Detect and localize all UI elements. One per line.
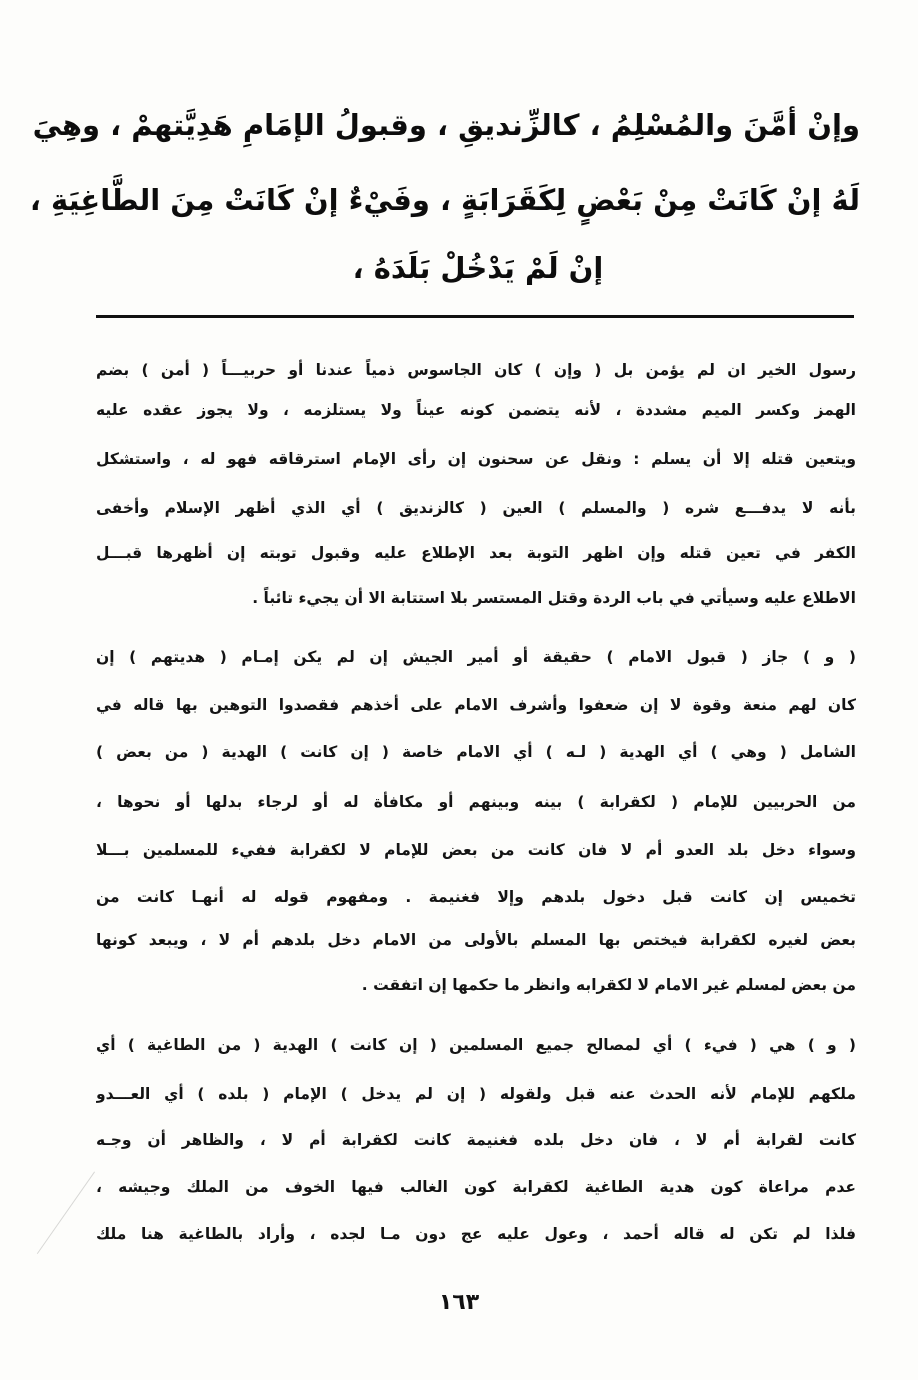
sharh-p2-line-1: ( و ) جاز ( قبول الامام ) حقيقة أو أمير الجيش إن لم يكن إمـام ( هديتهم ) إن xyxy=(96,648,856,666)
sharh-p1-line-3: ويتعين قتله إلا أن يسلم : ونقل عن سحنون إن رأى الإمام استرقاقه فهو له ، واستشكل xyxy=(96,450,856,468)
matn-line-2: لَهُ إنْ كَانَتْ مِنْ بَعْضٍ لِكَقَرَابَةٍ ، وفَيْءٌ إنْ كَانَتْ مِنَ الطَّاغِيَةِ ، xyxy=(29,183,860,217)
sharh-p3-line-5: فلذا لم تكن له قاله أحمد ، وعول عليه عج دون مـا لجده ، وأراد بالطاغية هنا ملك xyxy=(96,1225,856,1243)
sharh-p2-line-4: من الحربيين للإمام ( لكقرابة ) بينه وبينهم أو مكافأة له أو لرجاء بدلها أو نحوها ، xyxy=(96,793,856,811)
sharh-p2-line-8: من بعض لمسلم غير الامام لا لكقرابه وانظر ما حكمها إن اتفقت . xyxy=(361,976,856,994)
sharh-p1-line-5: الكفر في تعين قتله وإن اظهر التوبة بعد الإطلاع عليه وقبول توبته إن أظهرها قبـــل xyxy=(96,544,856,562)
sharh-p2-line-7: بعض لغيره لكقرابة فيختص بها المسلم بالأولى من الامام دخل بلدهم أم لا ، ويبعد كونها xyxy=(96,931,856,949)
sharh-p3-line-3: كانت لقرابة أم لا ، فان دخل بلده فغنيمة كانت لكقرابة أم لا ، والظاهر أن وجـه xyxy=(96,1131,856,1149)
sharh-p2-line-6: تخميس إن كانت قبل دخول بلدهم وإلا فغنيمة . ومفهوم قوله له أنهـا كانت من xyxy=(96,888,856,906)
sharh-p1-line-1: رسول الخير ان لم يؤمن بل ( وإن ) كان الجاسوس ذمياً عندنا أو حربيـــاً ( أمن ) بضم xyxy=(96,361,856,379)
sharh-p1-line-4: بأنه لا يدفـــع شره ( والمسلم ) العين ( كالزنديق ) أي الذي أظهر الإسلام وأخفى xyxy=(96,499,856,517)
sharh-p3-line-2: ملكهم للإمام لأنه الحدث عنه قبل ولقوله ( إن لم يدخل ) الإمام ( بلده ) أي العـــدو xyxy=(96,1085,856,1103)
separator-rule xyxy=(96,315,854,318)
sharh-p3-line-1: ( و ) هي ( فيء ) أي لمصالح جميع المسلمين ( إن كانت ) الهدية ( من الطاغية ) أي xyxy=(96,1036,856,1054)
sharh-p1-line-2: الهمز وكسر الميم مشددة ، لأنه يتضمن كونه عيناً ولا يستلزمه ، ولا يجوز عقده عليه xyxy=(96,401,856,419)
sharh-p2-line-3: الشامل ( وهي ) أي الهدية ( لـه ) أي الامام خاصة ( إن كانت ) الهدية ( من بعض ) xyxy=(96,743,856,761)
matn-line-1: وإنْ أمَّنَ والمُسْلِمُ ، كالزِّنديقِ ، وقبولُ الإمَامِ هَدِيَّتهمْ ، وهِيَ xyxy=(32,108,860,142)
sharh-p1-line-6: الاطلاع عليه وسيأتي في باب الردة وقتل المستسر بلا استتابة الا أن يجيء تائباً . xyxy=(252,589,856,607)
matn-line-3: إنْ لَمْ يَدْخُلْ بَلَدَهُ ، xyxy=(352,251,604,285)
sharh-p2-line-5: وسواء دخل بلد العدو أم لا فان كانت من بعض للإمام لا لكقرابة ففيء للمسلمين بـــلا xyxy=(96,841,856,859)
sharh-p3-line-4: عدم مراعاة كون هدية الطاغية لكقرابة كون الغالب فيها الخوف من الملك وجيشه ، xyxy=(96,1178,856,1196)
page-number: ١٦٣ xyxy=(438,1290,480,1315)
sharh-p2-line-2: كان لهم منعة وقوة لا إن ضعفوا وأشرف الامام على أخذهم فقصدوا التوهين بها قاله في xyxy=(96,696,856,714)
